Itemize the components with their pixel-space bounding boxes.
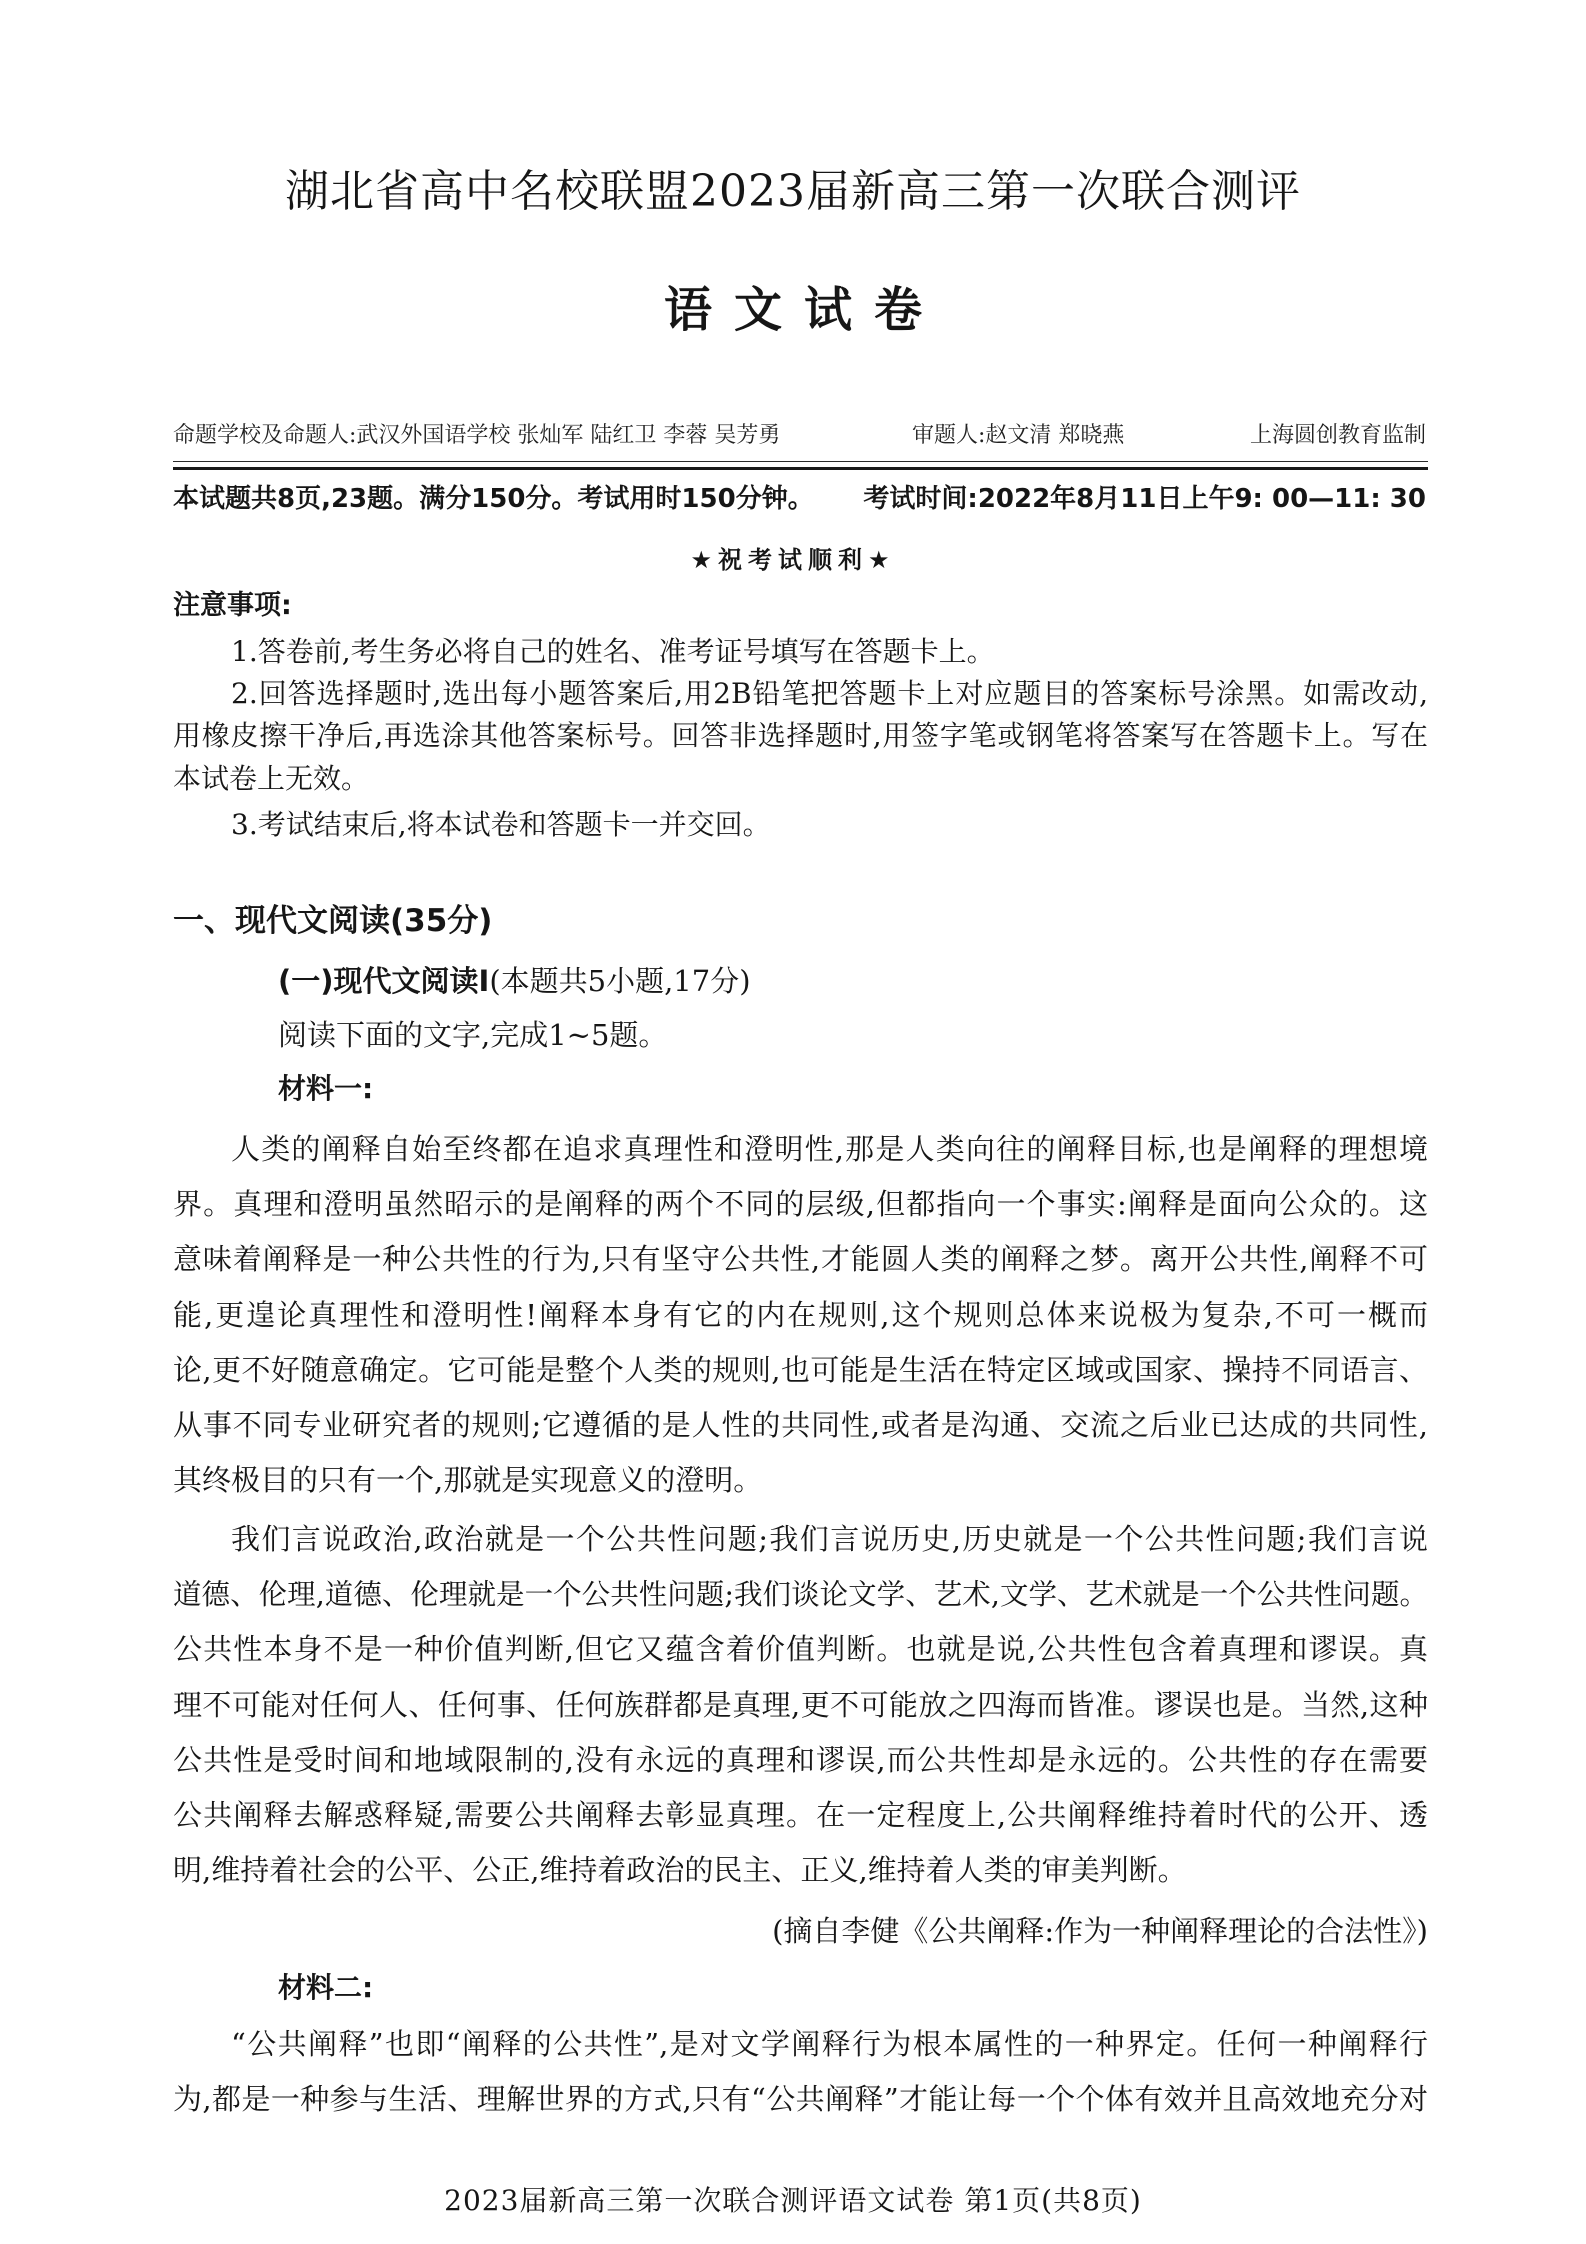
text-line: 意味着阐释是一种公共性的行为,只有坚守公共性,才能圆人类的阐释之梦。离开公共性,阐释不可 — [173, 1242, 1428, 1277]
exam-time: 考试时间:2022年8月11日上午9: 00—11: 30 — [863, 484, 1426, 514]
page-footer: 2023届新高三第一次联合测评语文试卷 第1页(共8页) — [444, 2184, 1142, 2217]
notice-line: 本试卷上无效。 — [173, 762, 370, 795]
subject-title: 语文试卷 — [663, 282, 944, 338]
text-line: 能,更遑论真理性和澄明性!阐释本身有它的内在规则,这个规则总体来说极为复杂,不可一概而 — [173, 1297, 1428, 1332]
notice-heading: 注意事项: — [173, 590, 292, 621]
header-rule — [173, 461, 1428, 470]
exam-info: 本试题共8页,23题。满分150分。考试用时150分钟。 — [173, 484, 814, 514]
part-note: (本题共5小题,17分) — [489, 964, 751, 998]
part-label: (一)现代文阅读Ⅰ — [278, 964, 490, 998]
text-line: 公共性是受时间和地域限制的,没有永远的真理和谬误,而公共性却是永远的。公共性的存在需要 — [173, 1742, 1428, 1777]
text-line: 论,更不好随意确定。它可能是整个人类的规则,也可能是生活在特定区域或国家、操持不同语言、 — [173, 1352, 1428, 1387]
text-line: 我们言说政治,政治就是一个公共性问题;我们言说历史,历史就是一个公共性问题;我们言说 — [231, 1522, 1428, 1556]
text-line: 理不可能对任何人、任何事、任何族群都是真理,更不可能放之四海而皆准。谬误也是。当然,这种 — [173, 1687, 1428, 1722]
source-citation: (摘自李健《公共阐释:作为一种阐释理论的合法性》) — [772, 1914, 1428, 1948]
paragraph — [173, 2017, 1428, 2127]
paragraph — [173, 1122, 1428, 1508]
text-line: 其终极目的只有一个,那就是实现意义的澄明。 — [173, 1463, 763, 1498]
notice-line: 2.回答选择题时,选出每小题答案后,用2B铅笔把答题卡上对应题目的答案标号涂黑。如需改动, — [231, 677, 1428, 710]
text-line: 公共性本身不是一种价值判断,但它又蕴含着价值判断。也就是说,公共性包含着真理和谬误。真 — [173, 1632, 1428, 1667]
reading-instruction: 阅读下面的文字,完成1~5题。 — [278, 1018, 668, 1052]
text-line: 从事不同专业研究者的规则;它遵循的是人性的共同性,或者是沟通、交流之后业已达成的共同性, — [173, 1407, 1428, 1442]
producer-info: 上海圆创教育监制 — [1249, 423, 1426, 448]
text-line: 人类的阐释自始至终都在追求真理性和澄明性,那是人类向往的阐释目标,也是阐释的理想境 — [231, 1132, 1428, 1166]
section-heading: 一、现代文阅读(35分) — [173, 903, 493, 939]
notice-line: 1.答卷前,考生务必将自己的姓名、准考证号填写在答题卡上。 — [231, 635, 995, 668]
paragraph — [173, 1512, 1428, 1898]
exam-title: 湖北省高中名校联盟2023届新高三第一次联合测评 — [285, 166, 1301, 217]
reviewer-info: 审题人:赵文清 郑晓燕 — [912, 423, 1125, 448]
notice-line: 用橡皮擦干净后,再选涂其他答案标号。回答非选择题时,用签字笔或钢笔将答案写在答题卡上。写在 — [173, 719, 1428, 752]
text-line: 界。真理和澄明虽然昭示的是阐释的两个不同的层级,但都指向一个事实:阐释是面向公众的。这 — [173, 1187, 1428, 1222]
material-label: 材料二: — [278, 1971, 374, 2004]
text-line: 为,都是一种参与生活、理解世界的方式,只有“公共阐释”才能让每一个个体有效并且高效地充分对 — [173, 2082, 1428, 2117]
text-line: 道德、伦理,道德、伦理就是一个公共性问题;我们谈论文学、艺术,文学、艺术就是一个公共性问题。 — [173, 1578, 1428, 1612]
text-line: “公共阐释”也即“阐释的公共性”,是对文学阐释行为根本属性的一种界定。任何一种阐释行 — [231, 2027, 1428, 2061]
text-line: 明,维持着社会的公平、公正,维持着政治的民主、正义,维持着人类的审美判断。 — [173, 1853, 1187, 1888]
text-line: 公共阐释去解惑释疑,需要公共阐释去彰显真理。在一定程度上,公共阐释维持着时代的公开、透 — [173, 1797, 1428, 1832]
notice-line: 3.考试结束后,将本试卷和答题卡一并交回。 — [231, 808, 771, 841]
material-label: 材料一: — [278, 1072, 374, 1105]
setter-info: 命题学校及命题人:武汉外国语学校 张灿军 陆红卫 李蓉 吴芳勇 — [173, 423, 781, 448]
good-luck-banner: ★祝考试顺利★ — [690, 546, 896, 574]
part-heading — [278, 961, 751, 1001]
